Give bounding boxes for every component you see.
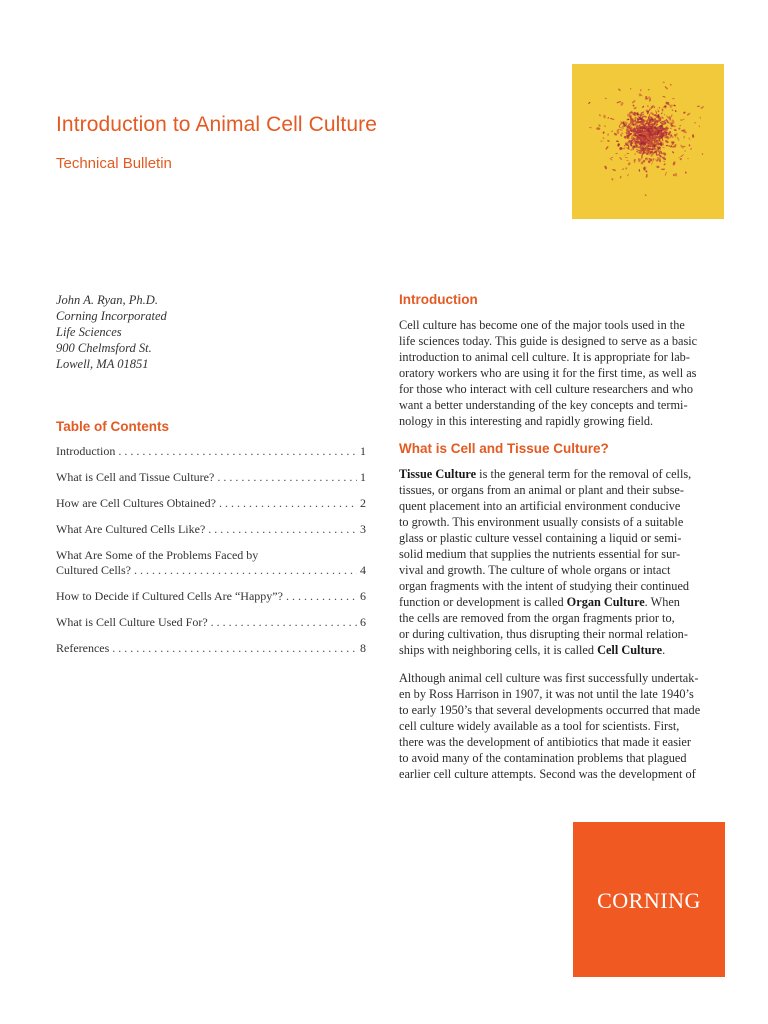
toc-entry-page: 6 <box>360 589 366 603</box>
cell-speck <box>602 131 604 134</box>
cell-speck <box>609 158 613 161</box>
cell-speck <box>687 158 689 160</box>
cell-speck <box>688 137 691 140</box>
author-city: Lowell, MA 01851 <box>56 357 149 371</box>
cell-speck <box>616 101 621 104</box>
cell-speck <box>632 104 635 107</box>
cell-speck <box>634 117 637 120</box>
toc-entry-label: How are Cell Cultures Obtained? <box>56 496 216 510</box>
cell-speck <box>668 145 670 147</box>
toc-entry-page: 8 <box>360 641 366 655</box>
cell-speck <box>700 116 702 119</box>
cell-speck <box>619 176 621 179</box>
document-title: Introduction to Animal Cell Culture <box>56 113 377 136</box>
term-cell-culture: Cell Culture <box>597 643 663 657</box>
cell-speck <box>639 169 641 172</box>
cell-speck <box>657 151 662 152</box>
cell-speck <box>663 82 665 83</box>
toc-entry-label-line2: Cultured Cells? <box>56 563 131 577</box>
cell-speck <box>607 117 609 119</box>
cell-speck <box>602 137 605 140</box>
cover-image <box>572 64 724 219</box>
cell-speck <box>604 165 607 169</box>
document-subtitle: Technical Bulletin <box>56 155 172 172</box>
main-text-column <box>399 292 724 794</box>
cell-speck <box>640 89 642 92</box>
cell-speck <box>697 106 700 107</box>
cell-speck <box>661 112 663 114</box>
cell-speck <box>605 146 609 150</box>
cell-speck <box>655 110 657 115</box>
term-tissue-culture: Tissue Culture <box>399 467 477 481</box>
cell-speck <box>661 108 663 111</box>
cell-speck <box>690 148 692 150</box>
cell-speck <box>664 86 668 90</box>
corning-logo-text: CORNING <box>597 888 701 913</box>
cell-speck <box>634 153 636 155</box>
toc-entry-label-line1: What Are Some of the Problems Faced by <box>56 548 259 562</box>
cell-speck <box>630 148 633 150</box>
cell-speck <box>678 127 681 130</box>
cell-speck <box>676 136 680 141</box>
toc-entry-page: 3 <box>360 522 366 536</box>
toc-heading: Table of Contents <box>56 419 169 434</box>
toc-entry-references[interactable] <box>56 641 366 656</box>
cell-speck <box>616 140 619 142</box>
cell-speck <box>644 194 647 197</box>
cell-speck <box>692 134 695 138</box>
cell-speck <box>683 136 685 139</box>
cell-speck <box>663 126 664 128</box>
cell-speck <box>671 109 673 111</box>
cell-speck <box>642 113 644 115</box>
cell-speck <box>653 158 654 161</box>
cell-speck <box>657 109 658 110</box>
cell-speck <box>625 157 628 158</box>
cell-speck <box>600 141 604 142</box>
cell-speck <box>635 119 637 121</box>
cell-speck <box>663 160 665 162</box>
author-company: Corning Incorporated <box>56 309 167 323</box>
cell-speck <box>613 132 617 136</box>
cell-speck <box>673 104 676 106</box>
cell-speck <box>624 154 626 156</box>
toc-entry-label: What is Cell Culture Used For? <box>56 615 208 629</box>
toc-entry-label: What Are Cultured Cells Like? <box>56 522 206 536</box>
cell-speck <box>679 158 682 161</box>
cell-speck <box>656 165 660 168</box>
toc-entry-obtained[interactable] <box>56 496 366 511</box>
cell-speck <box>611 178 614 181</box>
cell-speck <box>670 127 672 129</box>
cell-speck <box>589 127 592 129</box>
cell-speck <box>625 167 628 170</box>
cell-speck <box>603 115 605 119</box>
cell-speck <box>627 162 630 166</box>
cell-speck <box>671 114 673 118</box>
cell-speck <box>622 126 624 128</box>
cell-speck <box>702 153 704 155</box>
toc-entry-page: 4 <box>360 563 366 577</box>
cell-speck <box>688 144 690 147</box>
cell-speck <box>658 107 660 109</box>
term-organ-culture: Organ Culture <box>566 595 645 609</box>
table-of-contents <box>56 444 366 667</box>
cell-speck <box>651 161 654 165</box>
cell-speck <box>623 147 626 149</box>
cell-speck <box>621 132 623 135</box>
cell-speck <box>673 174 675 177</box>
toc-entry-used-for[interactable] <box>56 615 366 630</box>
cell-speck <box>687 112 691 116</box>
cell-speck <box>620 102 624 107</box>
cell-speck <box>607 140 610 142</box>
cell-speck <box>627 174 629 177</box>
cell-speck <box>654 106 655 108</box>
cell-speck <box>648 96 652 100</box>
tissue-heading: What is Cell and Tissue Culture? <box>399 441 609 456</box>
cell-speck <box>598 124 601 127</box>
cell-speck <box>617 143 620 147</box>
toc-entry-introduction[interactable] <box>56 444 366 459</box>
toc-entry-happy[interactable] <box>56 589 366 604</box>
cell-speck <box>684 150 686 152</box>
cell-speck <box>680 154 684 157</box>
author-street: 900 Chelmsford St. <box>56 341 152 355</box>
cell-speck <box>657 110 659 112</box>
cell-speck <box>611 130 613 132</box>
cell-speck <box>670 83 672 86</box>
cell-speck <box>604 125 606 127</box>
cell-speck <box>675 173 678 177</box>
cell-speck <box>680 119 682 121</box>
intro-heading: Introduction <box>399 292 478 307</box>
cell-speck <box>588 102 591 105</box>
author-block <box>56 292 316 372</box>
toc-entry-problems[interactable] <box>56 548 366 578</box>
cell-speck <box>662 156 667 161</box>
cell-speck <box>672 151 675 154</box>
cell-speck <box>657 157 661 158</box>
corning-logo-block <box>573 822 725 977</box>
cell-speck <box>647 89 649 91</box>
cell-speck <box>639 93 641 96</box>
cell-speck <box>700 106 704 110</box>
toc-entry-page: 1 <box>360 470 366 484</box>
cell-speck <box>662 146 665 148</box>
cell-speck <box>669 104 673 109</box>
cell-speck <box>650 105 654 109</box>
toc-entry-page: 6 <box>360 615 366 629</box>
author-name: John A. Ryan, Ph.D. <box>56 293 158 307</box>
cell-speck <box>633 107 637 110</box>
cell-speck <box>616 129 619 134</box>
tissue-paragraph-1: Tissue Culture is the general term for the removal of cells, tissues, or organs from an animal or plant and their subse- quent placement into an artificial environment conducive to growth. This environment usually consists of a suitable glass or plastic culture vessel containing a liquid or semi- solid medium that supplies the nutrients essential for sur- vival and growth. The culture of whole organs or intact organ fragments with the intent of studying their continued function or development is called Organ Culture. When the cells are removed from the organ fragments prior to, or during cultivation, thus disrupting their normal relation- ships with neighboring cells, it is called Cell Culture. <box>399 467 692 657</box>
cell-speck <box>598 114 601 117</box>
cell-speck <box>675 110 677 112</box>
toc-entry-cells-like[interactable] <box>56 522 366 537</box>
cell-speck <box>596 127 600 130</box>
cell-speck <box>618 88 621 91</box>
cell-speck <box>645 170 648 173</box>
cell-speck <box>679 125 681 126</box>
cell-speck <box>612 168 616 171</box>
cell-speck <box>663 163 666 166</box>
tissue-paragraph-2: Although animal cell culture was first successfully undertak- en by Ross Harrison in 1907, it was not until the late 1940’s to early 1950’s that several developments occurred that made cell culture widely available as a tool for scientists. First, there was the development of antibiotics that made it easier to avoid many of the contamination problems that plagued earlier cell culture attempts. Second was the development of <box>399 671 701 781</box>
cell-speck <box>610 118 615 120</box>
cell-speck <box>611 157 613 158</box>
cell-speck <box>666 145 669 147</box>
cell-speck <box>694 122 696 124</box>
cell-speck <box>607 133 609 136</box>
cell-speck <box>661 168 665 170</box>
cell-speck <box>642 105 645 108</box>
cell-speck <box>615 153 618 155</box>
cell-speck <box>683 111 686 114</box>
cell-speck <box>631 100 636 104</box>
cell-speck <box>685 171 687 173</box>
toc-entry-label: Introduction <box>56 444 116 458</box>
cell-speck <box>647 141 650 143</box>
cell-speck <box>626 153 629 154</box>
cell-speck <box>605 97 608 99</box>
cell-speck <box>678 157 680 158</box>
cell-speck <box>622 168 624 170</box>
toc-entry-label: What is Cell and Tissue Culture? <box>56 470 215 484</box>
toc-entry-page: 2 <box>360 496 366 510</box>
cell-speck <box>626 160 629 162</box>
cell-speck <box>662 96 666 98</box>
cell-speck <box>672 161 676 166</box>
author-division: Life Sciences <box>56 325 122 339</box>
toc-entry-what-is-culture[interactable] <box>56 470 366 485</box>
toc-entry-label: How to Decide if Cultured Cells Are “Happy”? <box>56 589 283 603</box>
cell-speck <box>630 88 632 90</box>
cell-speck <box>647 105 649 107</box>
cell-speck <box>619 157 623 161</box>
cell-speck <box>664 114 665 116</box>
cell-speck <box>699 125 700 127</box>
cell-speck <box>665 172 668 176</box>
toc-entry-page: 1 <box>360 444 366 458</box>
cell-speck <box>672 98 675 100</box>
intro-paragraph: Cell culture has become one of the major tools used in the life sciences today. This guide is designed to serve as a basic introduction to animal cell culture. It is appropriate for lab- oratory workers who are using it for the first time, as well as for those who interact with cell culture researchers and who want a better understanding of the key concepts and termi- nology in this interesting and rapidly growing field. <box>399 318 698 428</box>
toc-entry-label: References <box>56 641 110 655</box>
